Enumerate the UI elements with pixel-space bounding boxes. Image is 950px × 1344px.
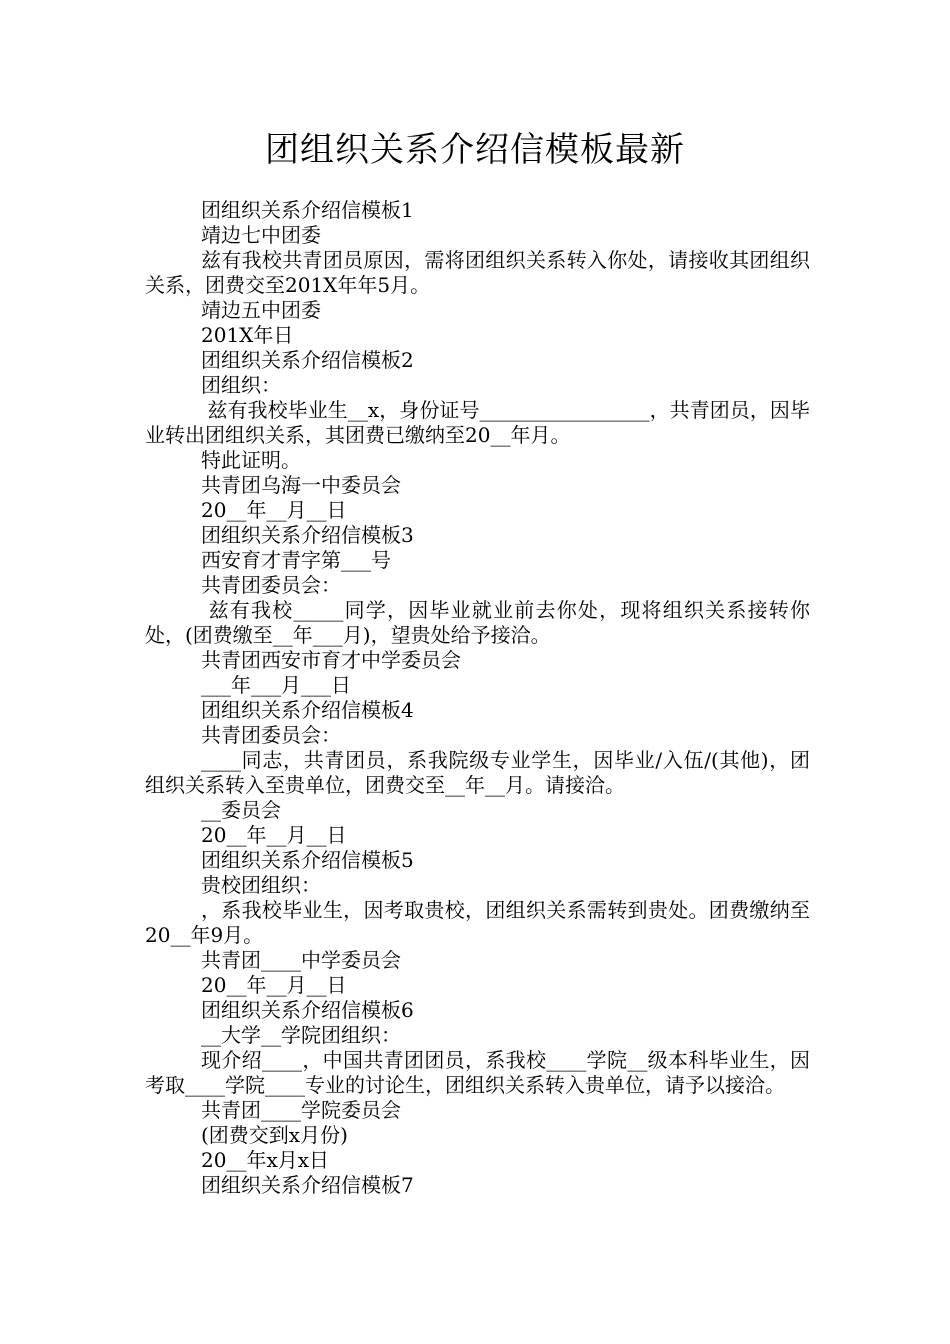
paragraph: 20__年__月__日 [201, 823, 347, 847]
paragraph: 西安育才青字第___号 [201, 548, 391, 572]
paragraph: 团组织关系介绍信模板1 [201, 198, 414, 222]
paragraph: 20__年__月__日 [201, 973, 347, 997]
paragraph: 共青团____学院委员会 [201, 1098, 401, 1122]
paragraph: 团组织关系介绍信模板7 [201, 1173, 414, 1197]
paragraph: 20__年x月x日 [201, 1148, 330, 1172]
paragraph: 共青团____中学委员会 [201, 948, 401, 972]
paragraph: 兹有我校_____同学，因毕业就业前去你处，现将组织关系接转你处，(团费缴至__年___月)，望贵处给予接洽。 [145, 598, 811, 647]
paragraph: 兹有我校共青团员原因，需将团组织关系转入你处，请接收其团组织关系，团费交至201X年年5月。 [145, 248, 810, 297]
paragraph: __大学__学院团组织： [201, 1023, 401, 1047]
paragraph: 团组织关系介绍信模板4 [201, 698, 414, 722]
paragraph: 团组织关系介绍信模板3 [201, 523, 414, 547]
document-title: 团组织关系介绍信模板最新 [265, 130, 685, 170]
paragraph: 共青团委员会： [201, 723, 341, 747]
paragraph: 靖边七中团委 [201, 223, 321, 247]
paragraph: 20__年__月__日 [201, 498, 347, 522]
paragraph: 特此证明。 [201, 448, 301, 472]
paragraph: 团组织关系介绍信模板5 [201, 848, 414, 872]
paragraph: 团组织关系介绍信模板2 [201, 348, 414, 372]
document-body [145, 198, 810, 1198]
paragraph: 贵校团组织： [201, 873, 321, 897]
paragraph: 现介绍____，中国共青团团员，系我校____学院__级本科毕业生，因考取____学院____专业的讨论生，团组织关系转入贵单位，请予以接洽。 [145, 1048, 810, 1097]
paragraph: __委员会 [201, 798, 281, 822]
paragraph: 团组织关系介绍信模板6 [201, 998, 414, 1022]
paragraph: 共青团乌海一中委员会 [201, 473, 401, 497]
paragraph: (团费交到x月份) [201, 1123, 348, 1147]
paragraph: ____同志，共青团员，系我院级专业学生，因毕业/入伍/(其他)，团组织关系转入至贵单位，团费交至__年__月。请接洽。 [145, 748, 810, 797]
paragraph: 201X年日 [201, 323, 294, 347]
paragraph: 共青团西安市育才中学委员会 [201, 648, 461, 672]
paragraph: 团组织： [201, 373, 281, 397]
paragraph: ，系我校毕业生，因考取贵校，团组织关系需转到贵处。团费缴纳至20__年9月。 [145, 898, 810, 947]
paragraph: 靖边五中团委 [201, 298, 321, 322]
paragraph: ___年___月___日 [201, 673, 351, 697]
paragraph: 共青团委员会： [201, 573, 341, 597]
paragraph: 兹有我校毕业生__x，身份证号_________________，共青团员，因毕业转出团组织关系，其团费已缴纳至20__年月。 [145, 398, 810, 447]
